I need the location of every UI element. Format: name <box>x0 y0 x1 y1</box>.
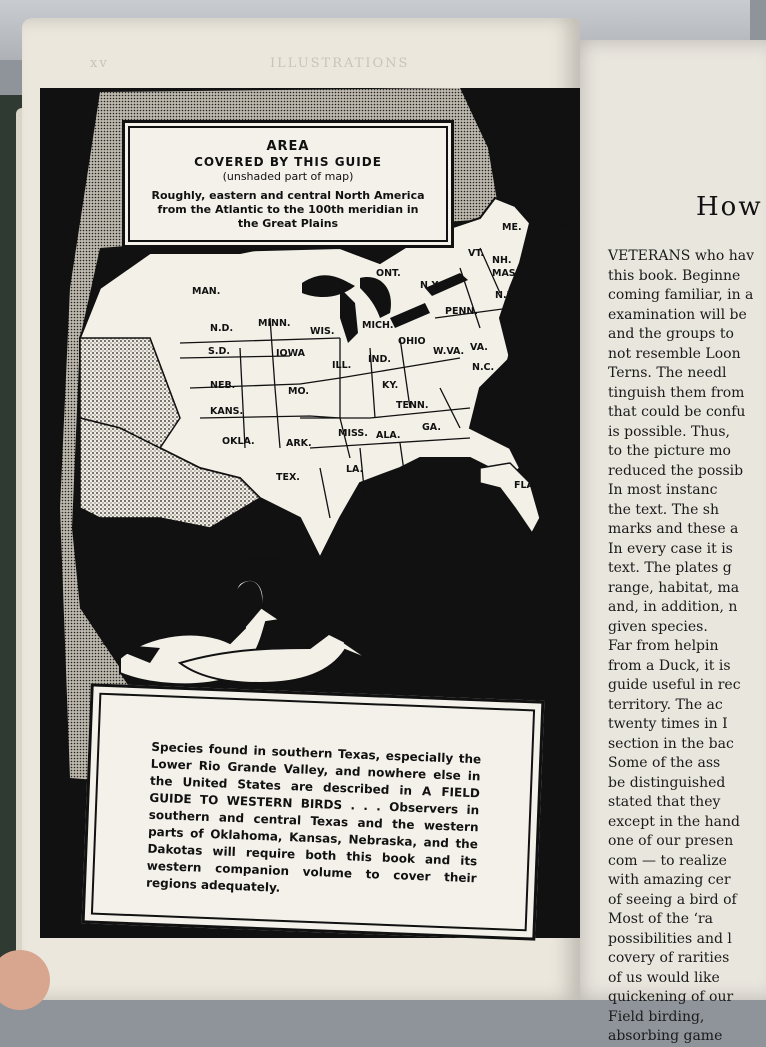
body-line: text. The plates g <box>608 560 732 576</box>
area-title: AREA <box>266 139 310 154</box>
state-label: TENN. <box>396 400 429 411</box>
body-line: twenty times in I <box>608 716 728 732</box>
state-label: MISS. <box>338 428 368 439</box>
species-note-box <box>82 683 545 940</box>
state-label: NH. <box>492 255 512 266</box>
body-line: Some of the ass <box>608 755 721 771</box>
body-line: com — to realize <box>608 852 727 869</box>
body-line: possibilities and l <box>608 930 732 947</box>
state-label: MAN. <box>192 286 221 297</box>
state-label: N.B. <box>526 198 549 209</box>
state-label: S.C. <box>482 386 504 397</box>
body-line: and the groups to <box>608 326 734 342</box>
body-line: tinguish them from <box>608 384 745 401</box>
state-label: ALA. <box>376 430 401 441</box>
body-line: the text. The sh <box>608 501 720 518</box>
state-label: OKLA. <box>222 436 255 447</box>
body-line: is possible. Thus, <box>608 423 730 440</box>
body-line: In every case it is <box>608 540 733 557</box>
state-label: KY. <box>382 380 399 391</box>
body-line: Terns. The needl <box>608 365 727 381</box>
state-label: N.J. <box>495 290 514 301</box>
area-note: (unshaded part of map) <box>222 170 354 183</box>
state-label: N.D. <box>210 323 234 334</box>
state-label: MO. <box>288 386 309 397</box>
state-label: FLA. <box>514 480 538 491</box>
body-line: Field birding, <box>608 1008 705 1025</box>
body-line: VETERANS who hav <box>608 248 754 264</box>
state-label: ILL. <box>332 360 352 371</box>
state-label: IND. <box>368 354 391 365</box>
area-description: Roughly, eastern and central North America from the Atlantic to the 100th meridian in the Great Plains <box>151 189 425 230</box>
body-line: absorbing game <box>608 1028 723 1044</box>
state-label: IOWA <box>276 348 306 359</box>
body-line: quickening of our <box>608 989 734 1005</box>
state-label: NEB. <box>210 380 236 391</box>
body-line: and, in addition, n <box>608 599 738 615</box>
state-label: LA. <box>346 464 364 475</box>
body-line: section in the bac <box>608 735 734 752</box>
body-line: one of our presen <box>608 833 734 849</box>
state-label: W.VA. <box>433 346 465 357</box>
state-label: ME. <box>502 222 522 233</box>
body-line: guide useful in rec <box>608 677 741 693</box>
body-line: Far from helpin <box>608 638 719 654</box>
body-line: be distinguished <box>608 774 726 791</box>
chapter-body <box>608 247 758 1047</box>
state-label: N.Y. <box>420 280 441 291</box>
body-line: reduced the possib <box>608 462 744 479</box>
body-line: that could be confu <box>608 404 746 420</box>
body-line: coming familiar, in a <box>608 287 754 303</box>
body-line: not resemble Loon <box>608 345 741 362</box>
body-line: marks and these a <box>608 521 739 537</box>
running-title: ILLUSTRATIONS <box>270 56 410 71</box>
body-line: territory. The ac <box>608 696 723 713</box>
body-line: of seeing a bird of <box>608 891 737 908</box>
body-line: Most of the ‘ra <box>608 911 713 927</box>
state-label: OHIO <box>398 336 426 347</box>
body-line: In most instanc <box>608 482 718 498</box>
body-line: except in the hand <box>608 813 741 830</box>
page-number: xv <box>90 56 109 71</box>
state-label: MASS <box>492 268 523 279</box>
body-line: with amazing cer <box>608 872 731 888</box>
body-line: range, habitat, ma <box>608 579 740 596</box>
state-label: VT. <box>468 248 484 259</box>
body-line: covery of rarities <box>608 950 730 966</box>
body-line: from a Duck, it is <box>608 657 731 674</box>
state-label: VA. <box>470 342 488 353</box>
chapter-title: How <box>696 192 763 222</box>
state-label: ONT. <box>376 268 401 279</box>
body-line: of us would like <box>608 969 720 986</box>
area-legend-box <box>122 120 454 248</box>
body-line: given species. <box>608 618 708 635</box>
state-label: N.C. <box>472 362 495 373</box>
state-label: PENN. <box>445 306 478 317</box>
state-label: MICH. <box>362 320 394 331</box>
body-line: stated that they <box>608 794 721 810</box>
body-line: examination will be <box>608 306 747 323</box>
state-label: ARK. <box>286 438 312 449</box>
body-line: this book. Beginne <box>608 267 741 284</box>
state-label: GA. <box>422 422 441 433</box>
state-label: MD. <box>502 316 523 327</box>
area-subtitle: COVERED BY THIS GUIDE <box>194 155 382 169</box>
state-label: TEX. <box>276 472 300 483</box>
state-label: MINN. <box>258 318 291 329</box>
state-label: KANS. <box>210 406 244 417</box>
state-label: N.S. <box>550 220 573 231</box>
body-line: to the picture mo <box>608 443 731 459</box>
species-note-text: Species found in southern Texas, especially the Lower Rio Grande Valley, and nowhere else in the United States are described in A FIELD GUIDE TO WESTERN BIRDS . . . Observers in southern and central Texas and the western parts of Oklahoma, Kansas, Nebraska, and the Dakotas will require both this book and its western companion volume to cover their regions adequately. <box>145 739 482 895</box>
state-label: WIS. <box>310 326 335 337</box>
state-label: S.D. <box>208 346 230 357</box>
